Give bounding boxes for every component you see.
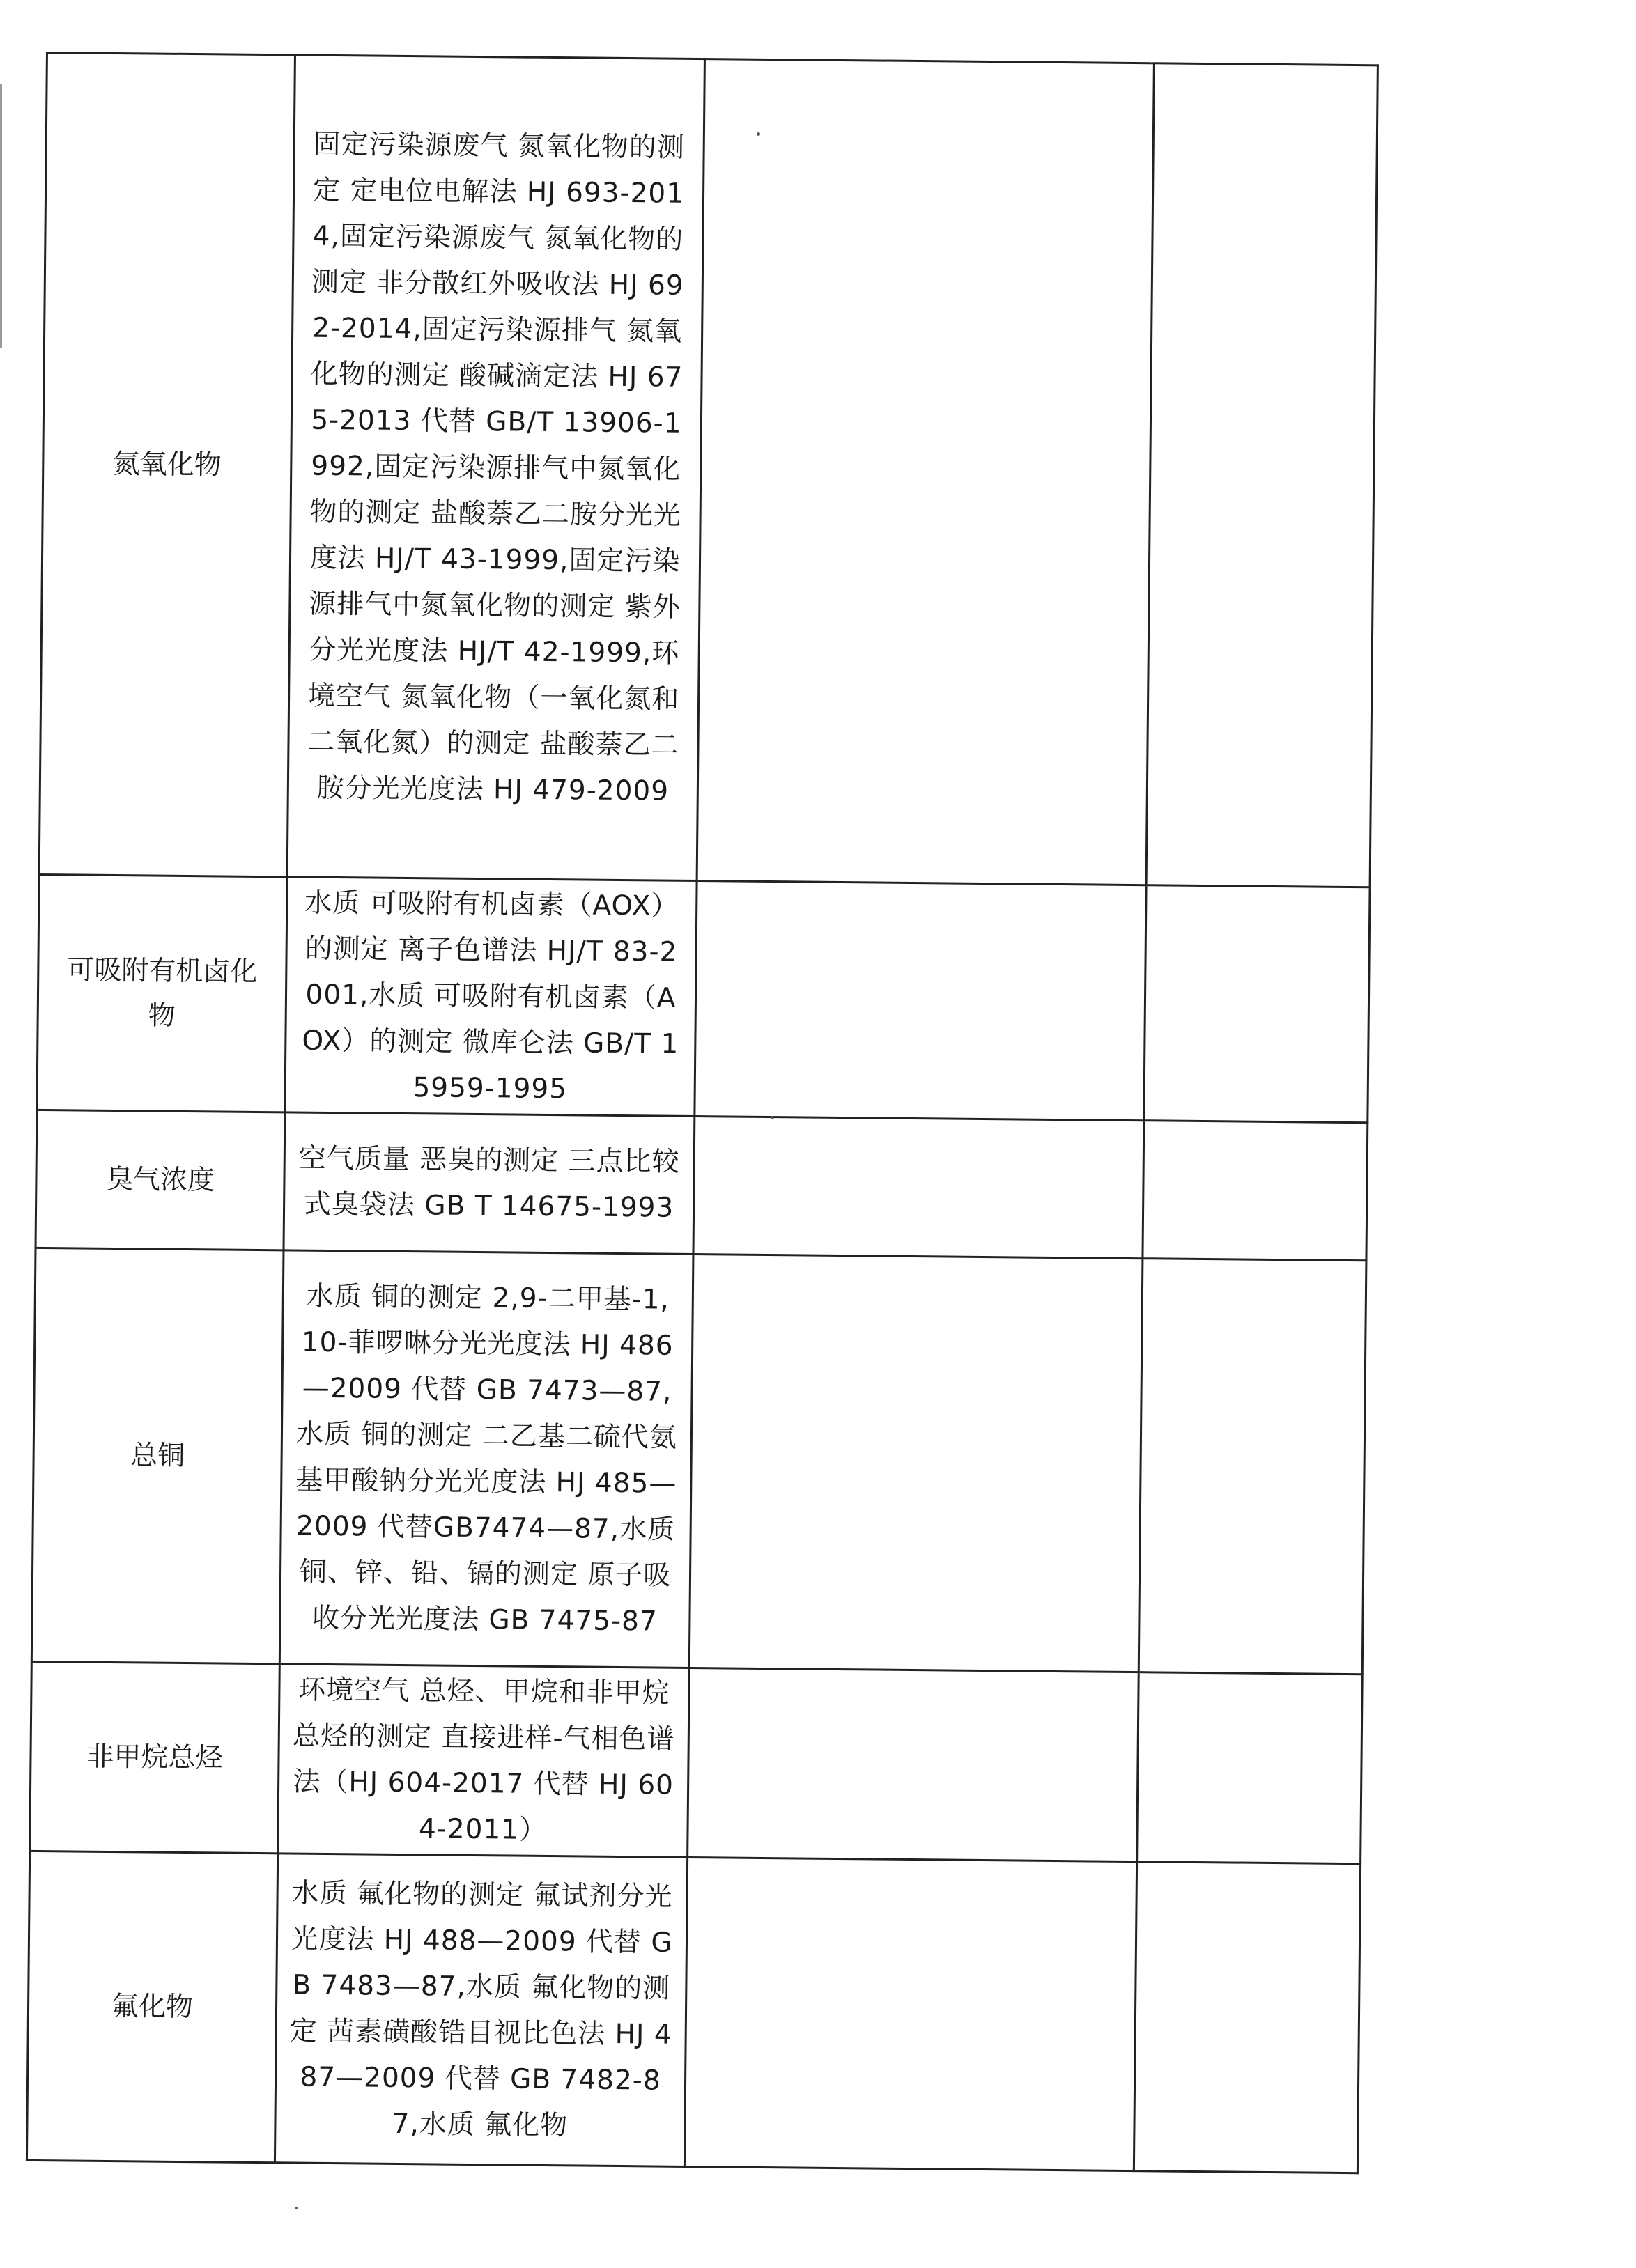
pollutant-name: 总铜: [31, 1248, 284, 1663]
scan-speck: [757, 132, 760, 136]
scan-speck: [295, 2207, 298, 2209]
test-method: 空气质量 恶臭的测定 三点比较式臭袋法 GB T 14675-1993: [284, 1112, 695, 1255]
standards-table-frame: [26, 52, 1373, 2174]
pollutant-name: 氮氧化物: [39, 53, 295, 877]
table-row: [37, 874, 1370, 1122]
page-edge-shadow: [0, 84, 2, 348]
table-row: [31, 1248, 1366, 1674]
blank-cell: [695, 881, 1146, 1121]
scan-speck: [771, 1116, 774, 1119]
blank-cell: [688, 1668, 1139, 1861]
test-method: 水质 铜的测定 2,9-二甲基-1, 10-菲啰啉分光光度法 HJ 486—2009 代替 GB 7473—87,水质 铜的测定 二乙基二硫代氨基甲酸钠分光光度法 HJ 485—2009 代替GB7474—87,水质 铜、锌、铅、镉的测定 原子吸收分光光度法 GB 7475-87: [279, 1250, 693, 1668]
pollutant-name: 氟化物: [26, 1851, 277, 2162]
table-row: [26, 1851, 1360, 2173]
blank-cell: [1146, 63, 1378, 887]
pollutant-name: 非甲烷总烃: [30, 1661, 280, 1853]
test-method: 固定污染源废气 氮氧化物的测定 定电位电解法 HJ 693-2014,固定污染源废气 氮氧化物的测定 非分散红外吸收法 HJ 692-2014,固定污染源排气 氮氧化物的测定 酸碱滴定法 HJ 675-2013 代替 GB/T 13906-1992,固定污染源排气中氮氧化物的测定 盐酸萘乙二胺分光光度法 HJ/T 43-1999,固定污染源排气中氮氧化物的测定 紫外分光光度法 HJ/T 42-1999,环境空气 氮氧化物（一氧化氮和二氧化氮）的测定 盐酸萘乙二胺分光光度法 HJ 479-2009: [287, 55, 704, 881]
pollutant-name: 可吸附有机卤化物: [37, 874, 287, 1112]
table-row: [36, 1110, 1368, 1260]
test-method: 水质 可吸附有机卤素（AOX）的测定 离子色谱法 HJ/T 83-2001,水质 可吸附有机卤素（AOX）的测定 微库仑法 GB/T 15959-1995: [285, 877, 697, 1117]
table-row: [30, 1661, 1363, 1863]
pollutant-name: 臭气浓度: [36, 1110, 285, 1250]
test-method: 水质 氟化物的测定 氟试剂分光光度法 HJ 488—2009 代替 GB 7483—87,水质 氟化物的测定 茜素磺酸锆目视比色法 HJ 487—2009 代替 GB 7482-87,水质 氟化物: [275, 1854, 687, 2167]
standards-table: [26, 52, 1379, 2174]
blank-cell: [693, 1117, 1144, 1259]
test-method: 环境空气 总烃、甲烷和非甲烷总烃的测定 直接进样-气相色谱法（HJ 604-2017 代替 HJ 604-2011）: [278, 1664, 690, 1858]
blank-cell: [684, 1857, 1136, 2170]
blank-cell: [1134, 1862, 1360, 2173]
blank-cell: [1144, 885, 1370, 1123]
blank-cell: [1137, 1672, 1363, 1864]
table-row: [39, 53, 1378, 887]
blank-cell: [1143, 1121, 1368, 1261]
blank-cell: [1139, 1259, 1366, 1675]
blank-cell: [697, 59, 1154, 885]
blank-cell: [689, 1254, 1143, 1672]
